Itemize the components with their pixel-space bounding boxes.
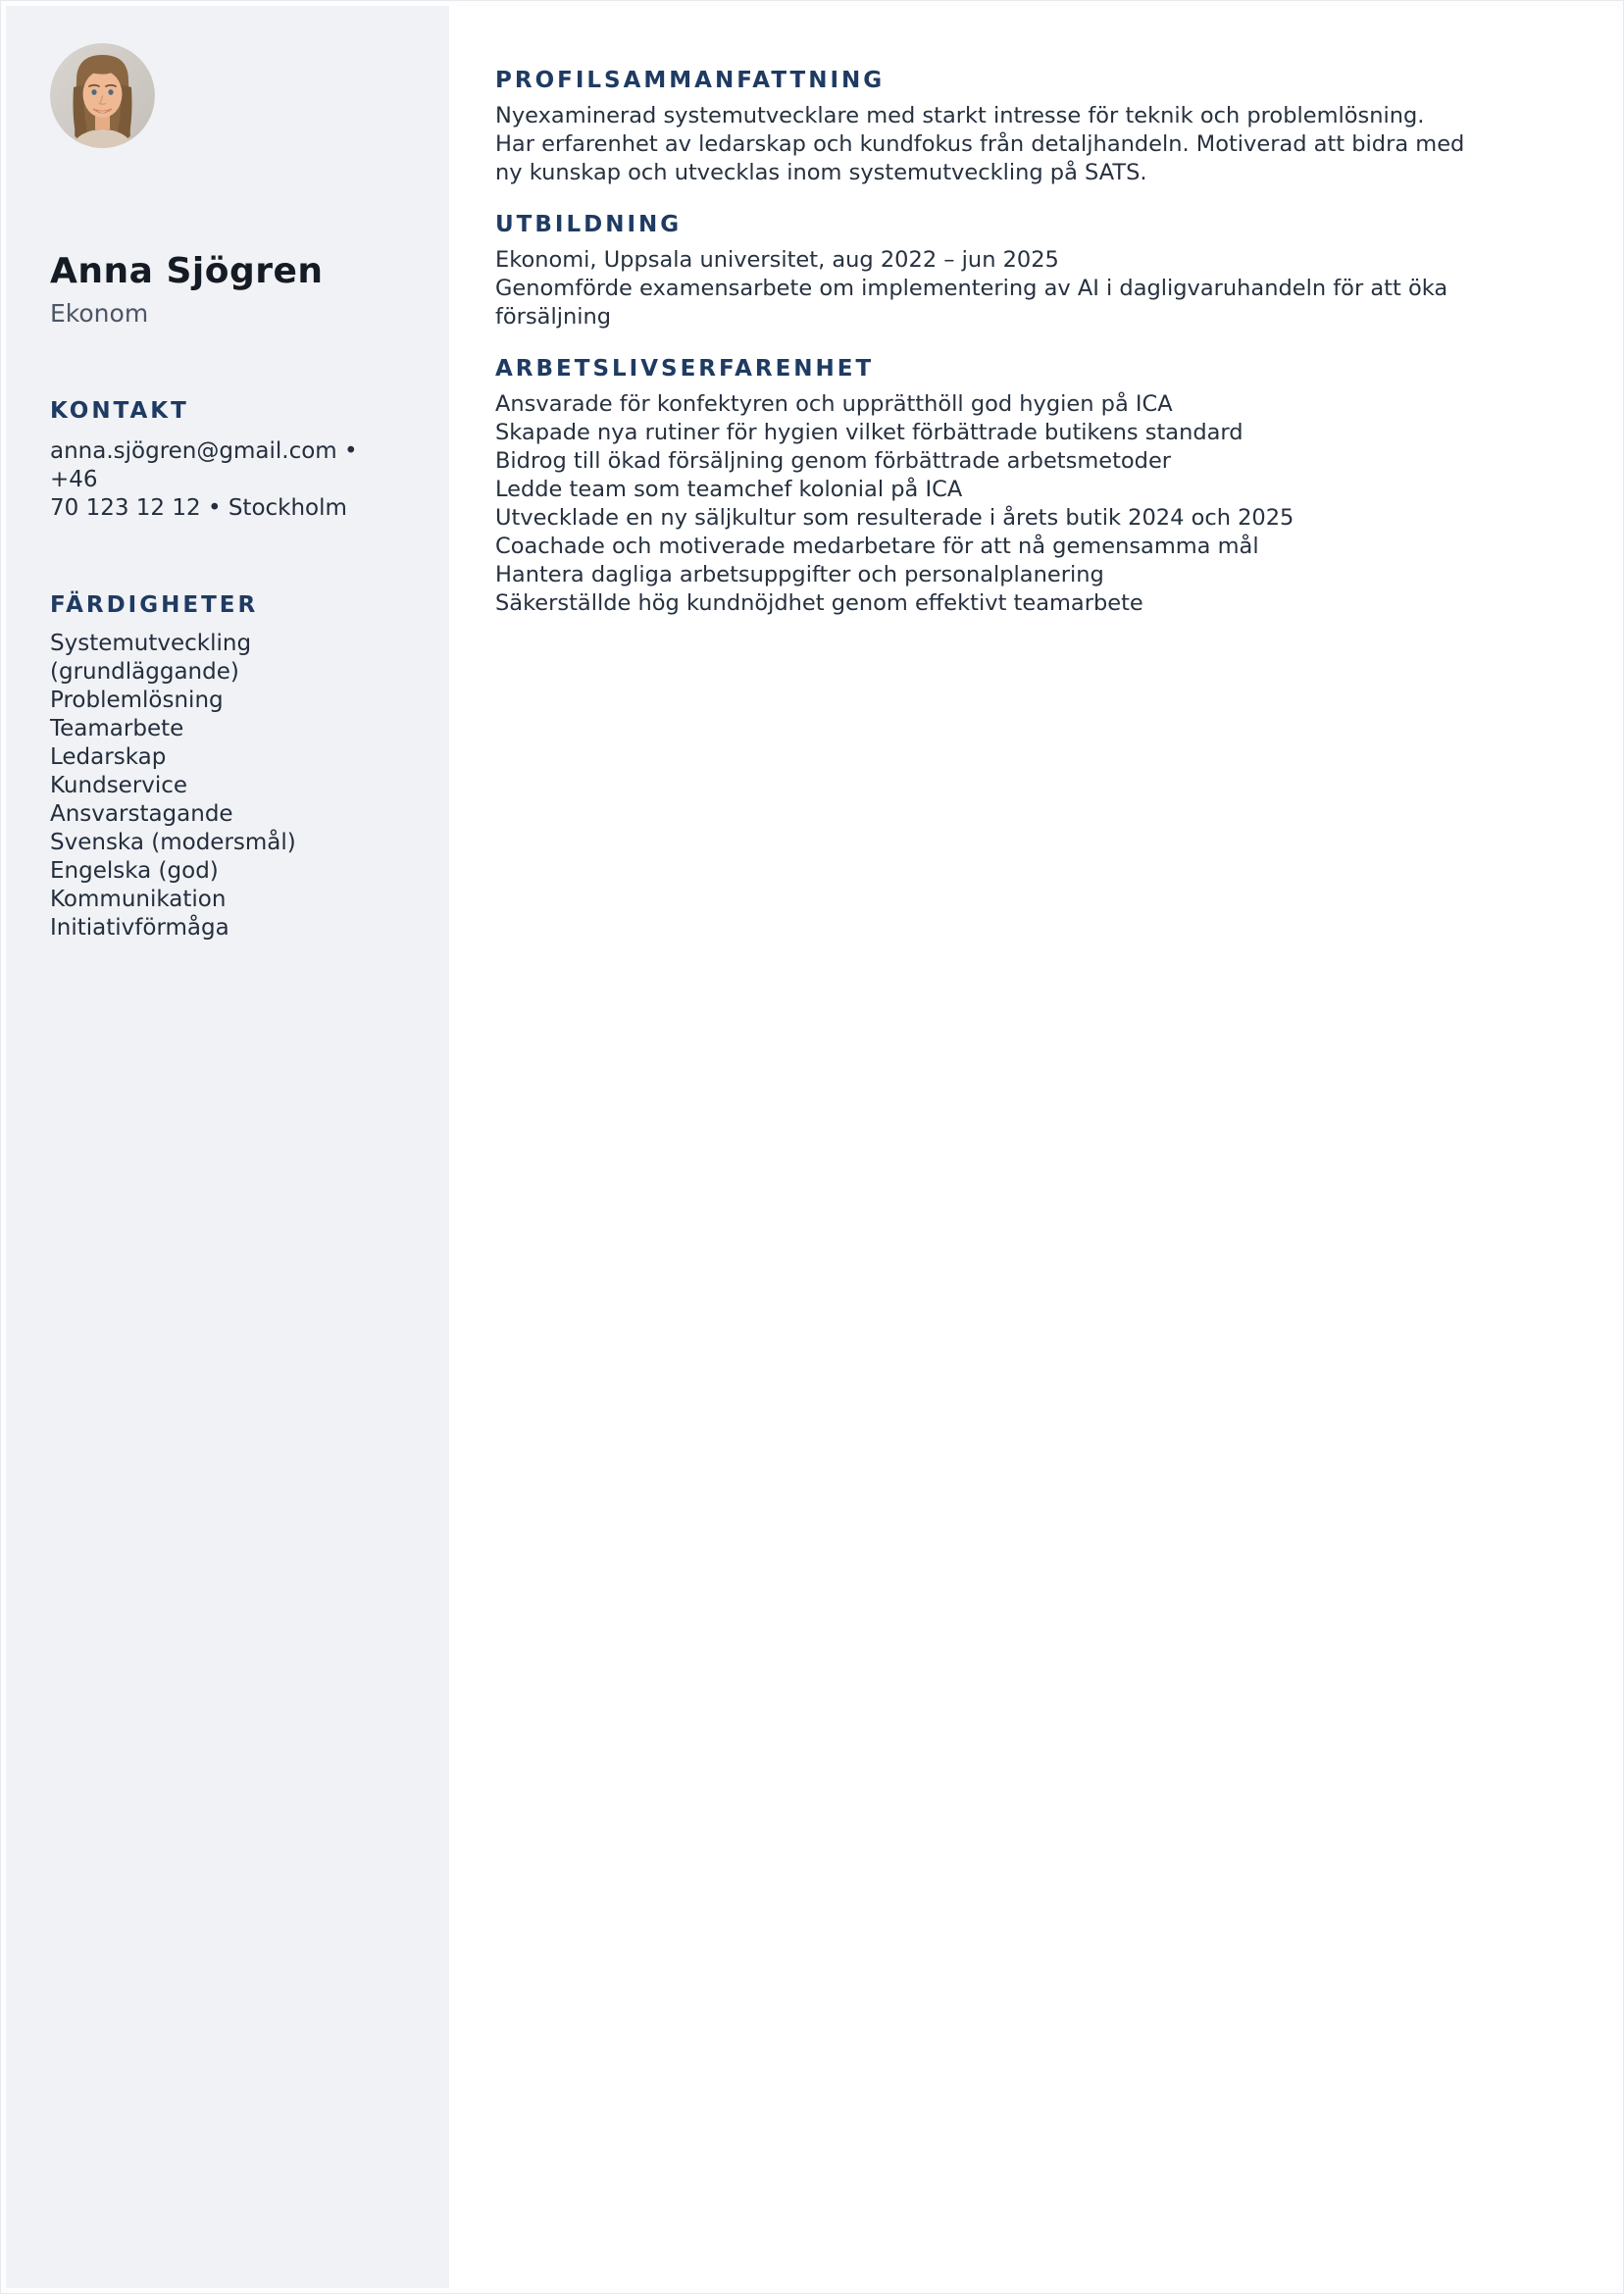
section-line: Utvecklade en ny säljkultur som resulterade i årets butik 2024 och 2025 — [495, 505, 1294, 531]
section-education — [495, 211, 1581, 331]
skill-item: Svenska (modersmål) — [50, 830, 296, 855]
section-line: Nyexaminerad systemutvecklare med starkt intresse för teknik och problemlösning. — [495, 103, 1425, 128]
main-content — [449, 6, 1618, 2288]
section-line: Genomförde examensarbete om implementering av AI i dagligvaruhandeln för att öka — [495, 276, 1448, 301]
skill-item: Teamarbete — [50, 716, 184, 741]
skill-item: Ansvarstagande — [50, 801, 233, 827]
cv-sheet — [6, 6, 1618, 2288]
person-name: Anna Sjögren — [50, 251, 324, 291]
section-line: Bidrog till ökad försäljning genom förbättrade arbetsmetoder — [495, 448, 1172, 474]
section-heading: UTBILDNING — [495, 212, 683, 237]
profile-photo-image — [50, 43, 155, 148]
skill-item: Kommunikation — [50, 887, 227, 912]
section-line: Hantera dagliga arbetsuppgifter och personalplanering — [495, 562, 1104, 587]
section-line: Ledde team som teamchef kolonial på ICA — [495, 477, 963, 502]
contact-line: anna.sjögren@gmail.com • +46 — [50, 438, 358, 492]
skill-item: Kundservice — [50, 773, 188, 798]
section-line: ny kunskap och utvecklas inom systemutveckling på SATS. — [495, 160, 1147, 185]
section-line: Har erfarenhet av ledarskap och kundfokus från detaljhandeln. Motiverad att bidra med — [495, 131, 1465, 157]
contact-lines — [50, 437, 405, 523]
skill-item: Engelska (god) — [50, 858, 219, 884]
section-line: Skapade nya rutiner för hygien vilket förbättrade butikens standard — [495, 420, 1243, 445]
skill-item: Problemlösning — [50, 688, 224, 713]
section-line: Coachade och motiverade medarbetare för att nå gemensamma mål — [495, 534, 1259, 559]
section-line: Ekonomi, Uppsala universitet, aug 2022 – jun 2025 — [495, 247, 1059, 273]
profile-photo — [50, 43, 155, 148]
contact-line: 70 123 12 12 • Stockholm — [50, 495, 347, 521]
skills-list — [50, 630, 388, 943]
section-heading: PROFILSAMMANFATTNING — [495, 68, 886, 93]
section-work-experience — [495, 355, 1581, 618]
section-profile-summary — [495, 67, 1581, 187]
section-heading: ARBETSLIVSERFARENHET — [495, 356, 875, 382]
skill-item: Ledarskap — [50, 744, 167, 770]
section-line: Säkerställde hög kundnöjdhet genom effektivt teamarbete — [495, 590, 1143, 616]
skill-item: Initiativförmåga — [50, 915, 229, 941]
contact-heading: KONTAKT — [50, 398, 189, 424]
section-line: försäljning — [495, 304, 612, 330]
skills-heading: FÄRDIGHETER — [50, 592, 259, 618]
sidebar — [6, 6, 449, 2288]
person-title: Ekonom — [50, 299, 149, 328]
skill-item: Systemutveckling (grundläggande) — [50, 631, 252, 685]
section-line: Ansvarade för konfektyren och upprätthöll god hygien på ICA — [495, 391, 1173, 417]
